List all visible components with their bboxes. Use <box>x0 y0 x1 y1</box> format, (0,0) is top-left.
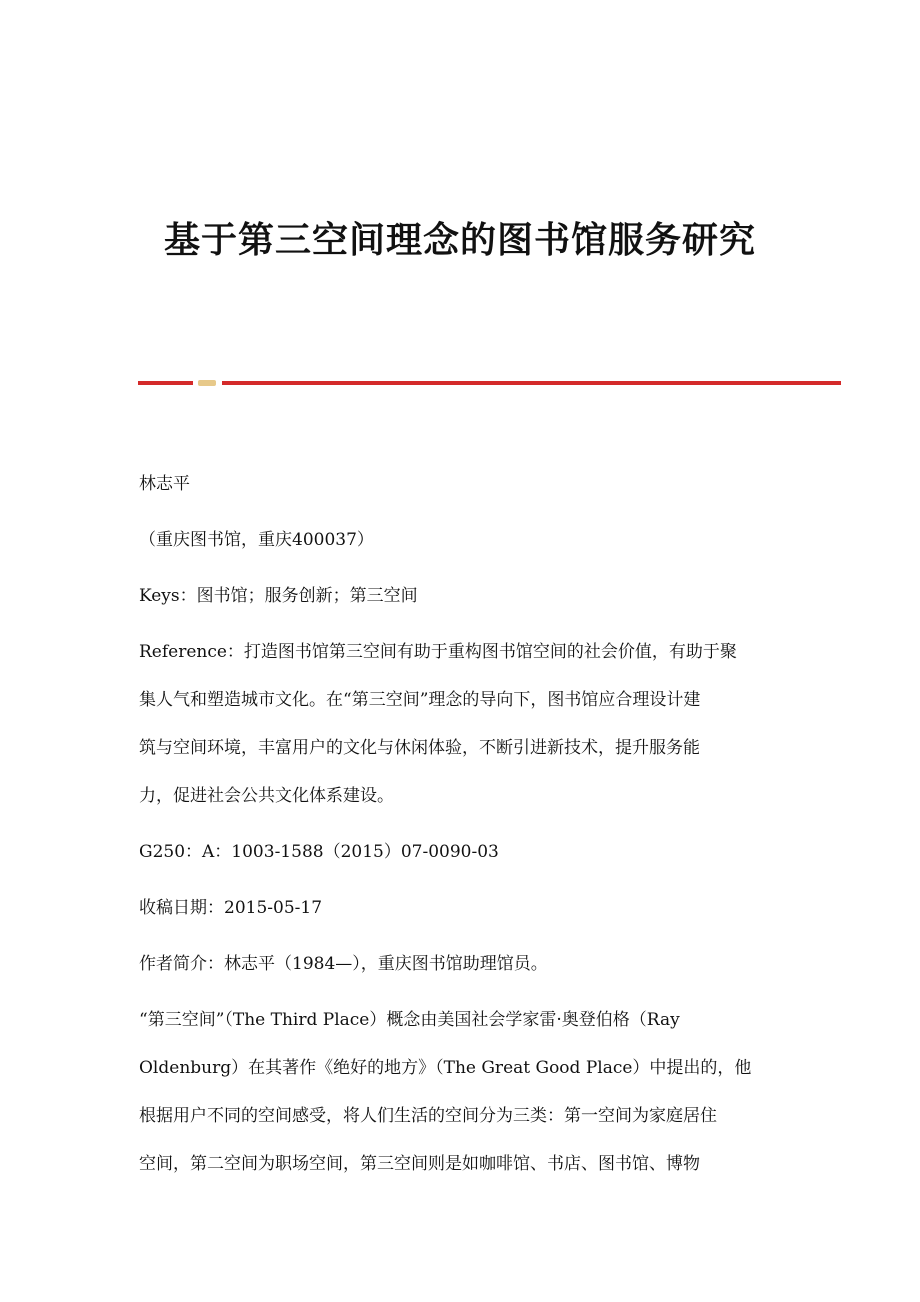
abstract-line: 力，促进社会公共文化体系建设。 <box>139 786 394 806</box>
divider-left-bar <box>138 381 193 385</box>
author-affiliation: （重庆图书馆，重庆400037） <box>139 530 374 550</box>
page-title: 基于第三空间理念的图书馆服务研究 <box>163 219 756 261</box>
body-line: 根据用户不同的空间感受，将人们生活的空间分为三类：第一空间为家庭居住 <box>139 1106 717 1126</box>
abstract-line: 集人气和塑造城市文化。在“第三空间”理念的导向下，图书馆应合理设计建 <box>139 690 701 710</box>
keywords: Keys：图书馆；服务创新；第三空间 <box>139 586 418 606</box>
body-line: “第三空间”（The Third Place）概念由美国社会学家雷·奥登伯格（Ray <box>139 1010 680 1030</box>
abstract-line: 筑与空间环境，丰富用户的文化与休闲体验，不断引进新技术，提升服务能 <box>139 738 700 758</box>
author-name: 林志平 <box>139 474 190 494</box>
author-bio: 作者简介：林志平（1984—），重庆图书馆助理馆员。 <box>139 954 548 974</box>
body-line: 空间，第二空间为职场空间，第三空间则是如咖啡馆、书店、图书馆、博物 <box>139 1154 700 1174</box>
body-line: Oldenburg）在其著作《绝好的地方》（The Great Good Place）中提出的，他 <box>139 1058 752 1078</box>
divider-ornament-icon <box>198 380 216 386</box>
received-date: 收稿日期：2015-05-17 <box>139 898 323 918</box>
title-divider <box>138 380 841 386</box>
classification-code: G250：A：1003-1588（2015）07-0090-03 <box>139 842 499 862</box>
abstract-line: Reference：打造图书馆第三空间有助于重构图书馆空间的社会价值，有助于聚 <box>139 642 737 662</box>
divider-right-bar <box>222 381 841 385</box>
